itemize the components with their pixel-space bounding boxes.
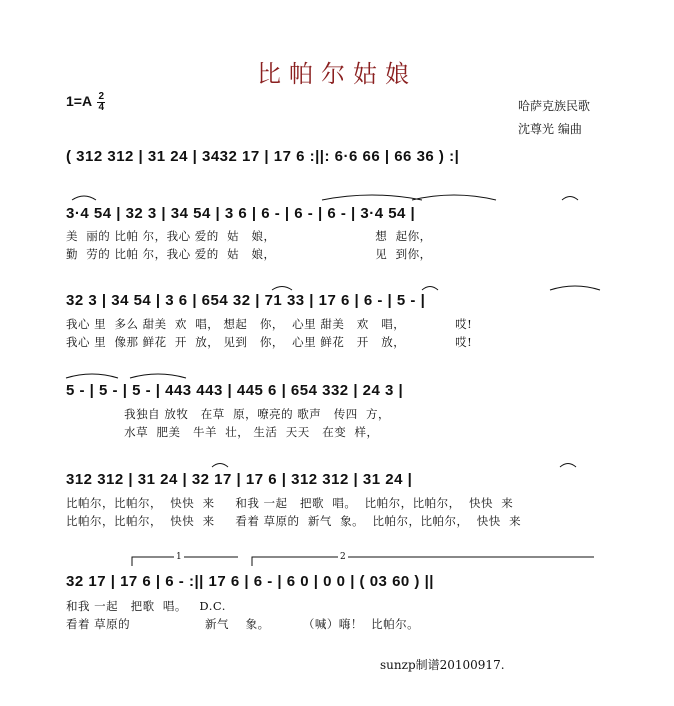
time-numerator: 2 (98, 91, 105, 102)
lyric-line-5b: 比帕尔，比帕尔， 快快 来 看着 草原的 新气 象。 比帕尔，比帕尔， 快快 来 (66, 514, 522, 528)
lyric-line-6a: 和我 一起 把歌 唱。 D.C. (66, 599, 226, 613)
staff-line-2: 3·4 54 | 32 3 | 34 54 | 3 6 | 6 - | 6 - | 6 - | 3·4 54 | (66, 205, 416, 222)
transcriber-credit: sunzp制谱20100917. (380, 658, 505, 672)
volta-label-2: 2 (340, 552, 346, 562)
lyric-line-4a: 我独自 放牧 在草 原，嘹亮的 歌声 传四 方， (66, 407, 391, 421)
slur-arcs (66, 195, 600, 467)
lyric-line-4b: 水草 肥美 牛羊 壮， 生活 天天 在变 样， (66, 425, 379, 439)
lyric-line-6b: 看着 草原的 新气 象。 （喊）嗨！ 比帕尔。 (66, 617, 420, 631)
volta-bracket-2 (252, 557, 594, 566)
volta-label-1: 1 (176, 552, 182, 562)
staff-line-6: 32 17 | 17 6 | 6 - :|| 17 6 | 6 - | 6 0 | 0 0 | ( 03 60 ) || (66, 573, 434, 590)
lyric-line-2a: 美 丽的 比帕 尔，我心 爱的 姑 娘， 想 起你， (66, 229, 432, 243)
staff-line-5: 312 312 | 31 24 | 32 17 | 17 6 | 312 312 | 31 24 | (66, 471, 413, 488)
staff-line-1: ( 312 312 | 31 24 | 3432 17 | 17 6 :||: 6·6 66 | 66 36 ) :| (66, 148, 460, 165)
key-prefix: 1=A (66, 93, 92, 110)
time-denominator: 4 (98, 102, 105, 113)
volta-bracket-1 (132, 557, 238, 566)
song-origin: 哈萨克族民歌 (518, 99, 591, 113)
staff-line-4: 5 - | 5 - | 5 - | 443 443 | 445 6 | 654 332 | 24 3 | (66, 382, 404, 399)
staff-line-3: 32 3 | 34 54 | 3 6 | 654 32 | 71 33 | 17 6 | 6 - | 5 - | (66, 292, 426, 309)
lyric-line-5a: 比帕尔，比帕尔， 快快 来 和我 一起 把歌 唱。 比帕尔，比帕尔， 快快 来 (66, 496, 514, 510)
lyric-line-2b: 勤 劳的 比帕 尔，我心 爱的 姑 娘， 见 到你， (66, 247, 432, 261)
lyric-line-3b: 我心 里 像那 鲜花 开 放， 见到 你， 心里 鲜花 开 放， 哎! (66, 335, 473, 349)
lyric-line-3a: 我心 里 多么 甜美 欢 唱， 想起 你， 心里 甜美 欢 唱， 哎! (66, 317, 473, 331)
arranger: 沈尊光 编曲 (518, 122, 582, 136)
song-title: 比帕尔姑娘 (257, 60, 417, 88)
